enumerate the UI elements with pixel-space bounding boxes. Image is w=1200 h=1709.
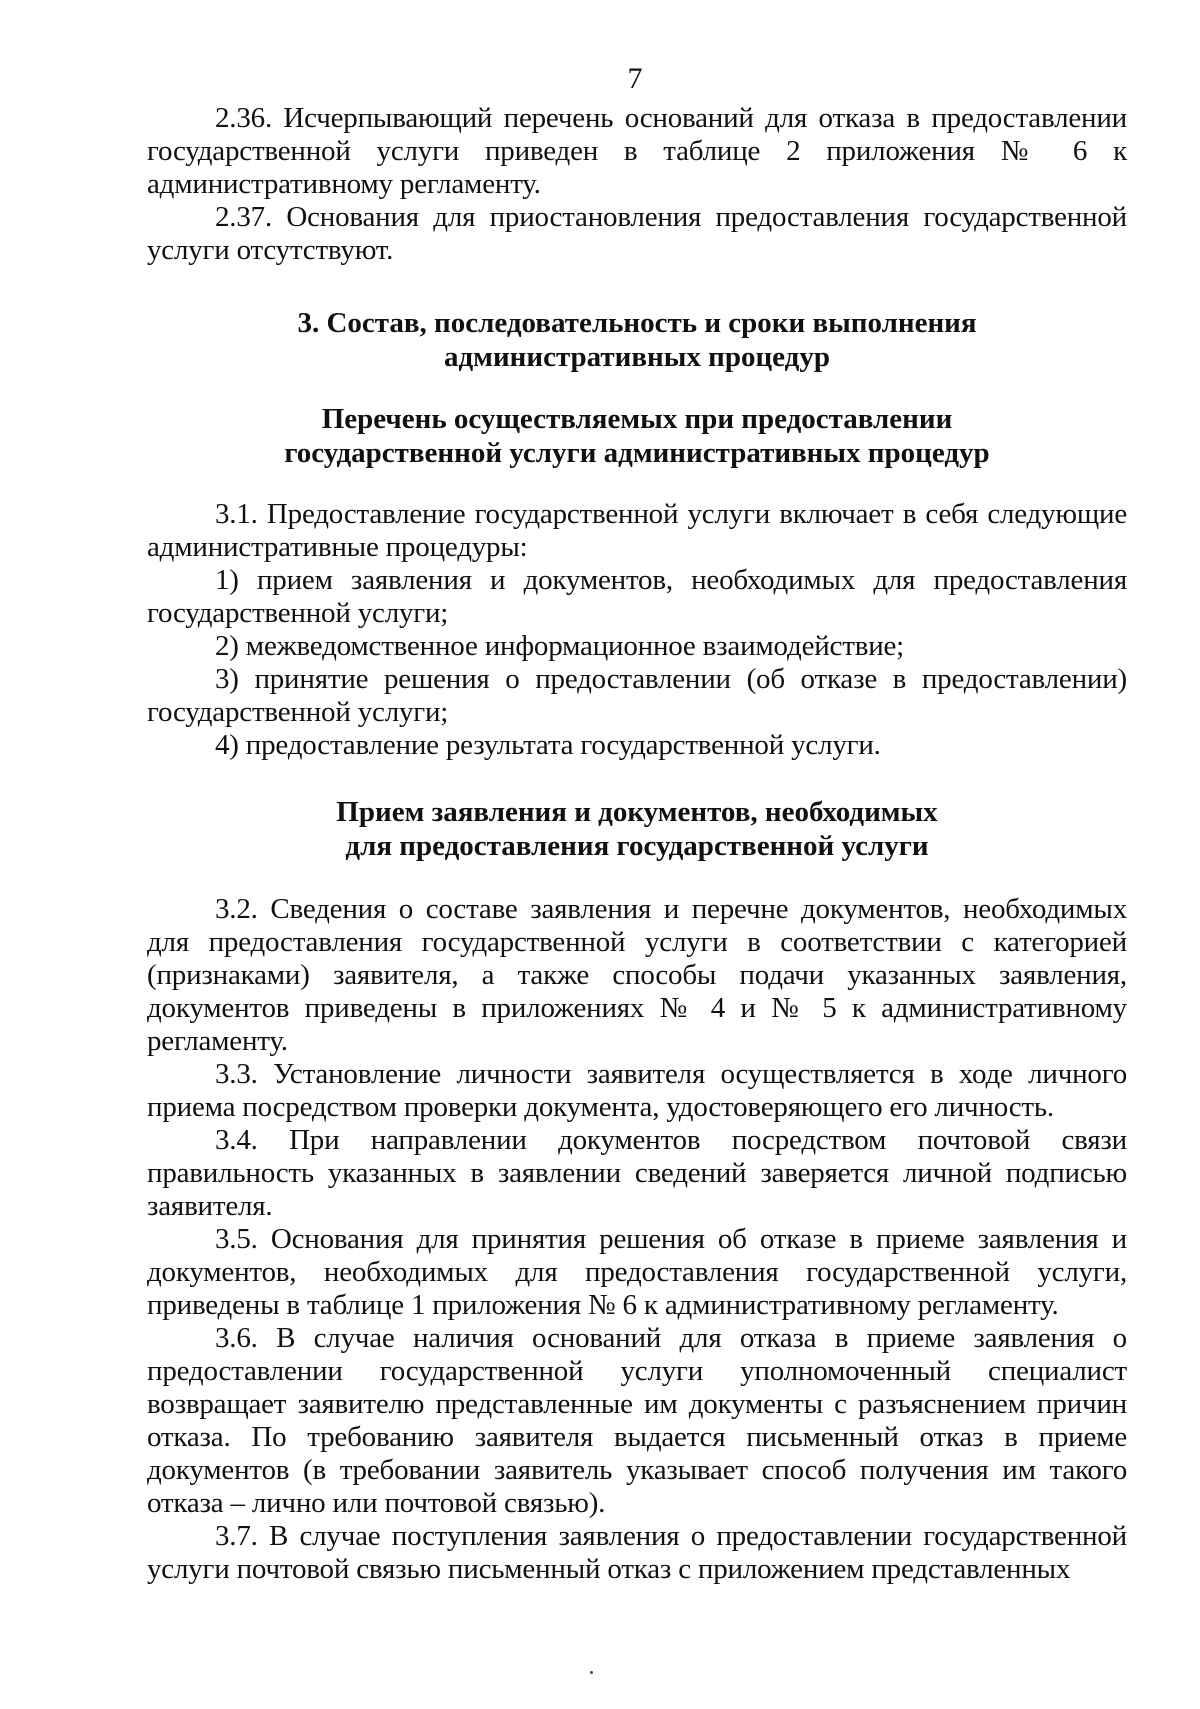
procedures-list	[147, 498, 1127, 762]
scan-speck	[590, 1671, 593, 1674]
list-item-2: 2) межведомственное информационное взаимодействие;	[215, 630, 905, 662]
heading-section-3-line1: 3. Состав, последовательность и сроки выполнения	[297, 307, 977, 339]
paragraph-3-7: 3.7. В случае поступления заявления о предоставлении государственной услуги почтовой связью письменный отказ с приложением представленных	[147, 1520, 1127, 1585]
reception-paragraphs	[147, 893, 1127, 1586]
paragraph-2-37: 2.37. Основания для приостановления предоставления государственной услуги отсутствуют.	[147, 201, 1127, 266]
paragraph-3-2: 3.2. Сведения о составе заявления и перечне документов, необходимых для предоставления государственной услуги в соответствии с категорией (признаками) заявителя, а также способы подачи указанных заявления, документов приведены в приложениях № 4 и № 5 к административному регламенту.	[147, 893, 1127, 1057]
heading-procedures-list-line2: государственной услуги административных процедур	[284, 437, 990, 469]
page-number: 7	[627, 62, 643, 95]
paragraph-3-3: 3.3. Установление личности заявителя осуществляется в ходе личного приема посредством проверки документа, удостоверяющего его личность.	[147, 1058, 1127, 1123]
heading-reception-line2: для предоставления государственной услуги	[345, 830, 929, 862]
paragraph-3-5: 3.5. Основания для принятия решения об отказе в приеме заявления и документов, необходимых для предоставления государственной услуги, приведены в таблице 1 приложения № 6 к административному регламенту.	[147, 1223, 1127, 1321]
paragraph-2-36: 2.36. Исчерпывающий перечень оснований для отказа в предоставлении государственной услуги приведен в таблице 2 приложения № 6 к административному регламенту.	[147, 102, 1127, 200]
heading-procedures-list-line1: Перечень осуществляемых при предоставлении	[321, 403, 953, 435]
heading-procedures-list	[147, 402, 1127, 470]
list-item-3: 3) принятие решения о предоставлении (об отказе в предоставлении) государственной услуги;	[147, 663, 1127, 728]
paragraph-3-1: 3.1. Предоставление государственной услуги включает в себя следующие административные процедуры:	[147, 498, 1127, 563]
heading-section-3	[147, 306, 1127, 374]
paragraph-3-4: 3.4. При направлении документов посредством почтовой связи правильность указанных в заявлении сведений заверяется личной подписью заявителя.	[147, 1124, 1127, 1222]
section-2-end	[147, 102, 1127, 267]
list-item-4: 4) предоставление результата государственной услуги.	[215, 729, 881, 761]
heading-section-3-line2: административных процедур	[444, 341, 830, 373]
heading-reception	[147, 795, 1127, 863]
list-item-1: 1) прием заявления и документов, необходимых для предоставления государственной услуги;	[147, 564, 1127, 629]
heading-reception-line1: Прием заявления и документов, необходимых	[336, 796, 938, 828]
paragraph-3-6: 3.6. В случае наличия оснований для отказа в приеме заявления о предоставлении государственной услуги уполномоченный специалист возвращает заявителю представленные им документы с разъяснением причин отказа. По требованию заявителя выдается письменный отказ в приеме документов (в требовании заявитель указывает способ получения им такого отказа – лично или почтовой связью).	[147, 1322, 1127, 1519]
